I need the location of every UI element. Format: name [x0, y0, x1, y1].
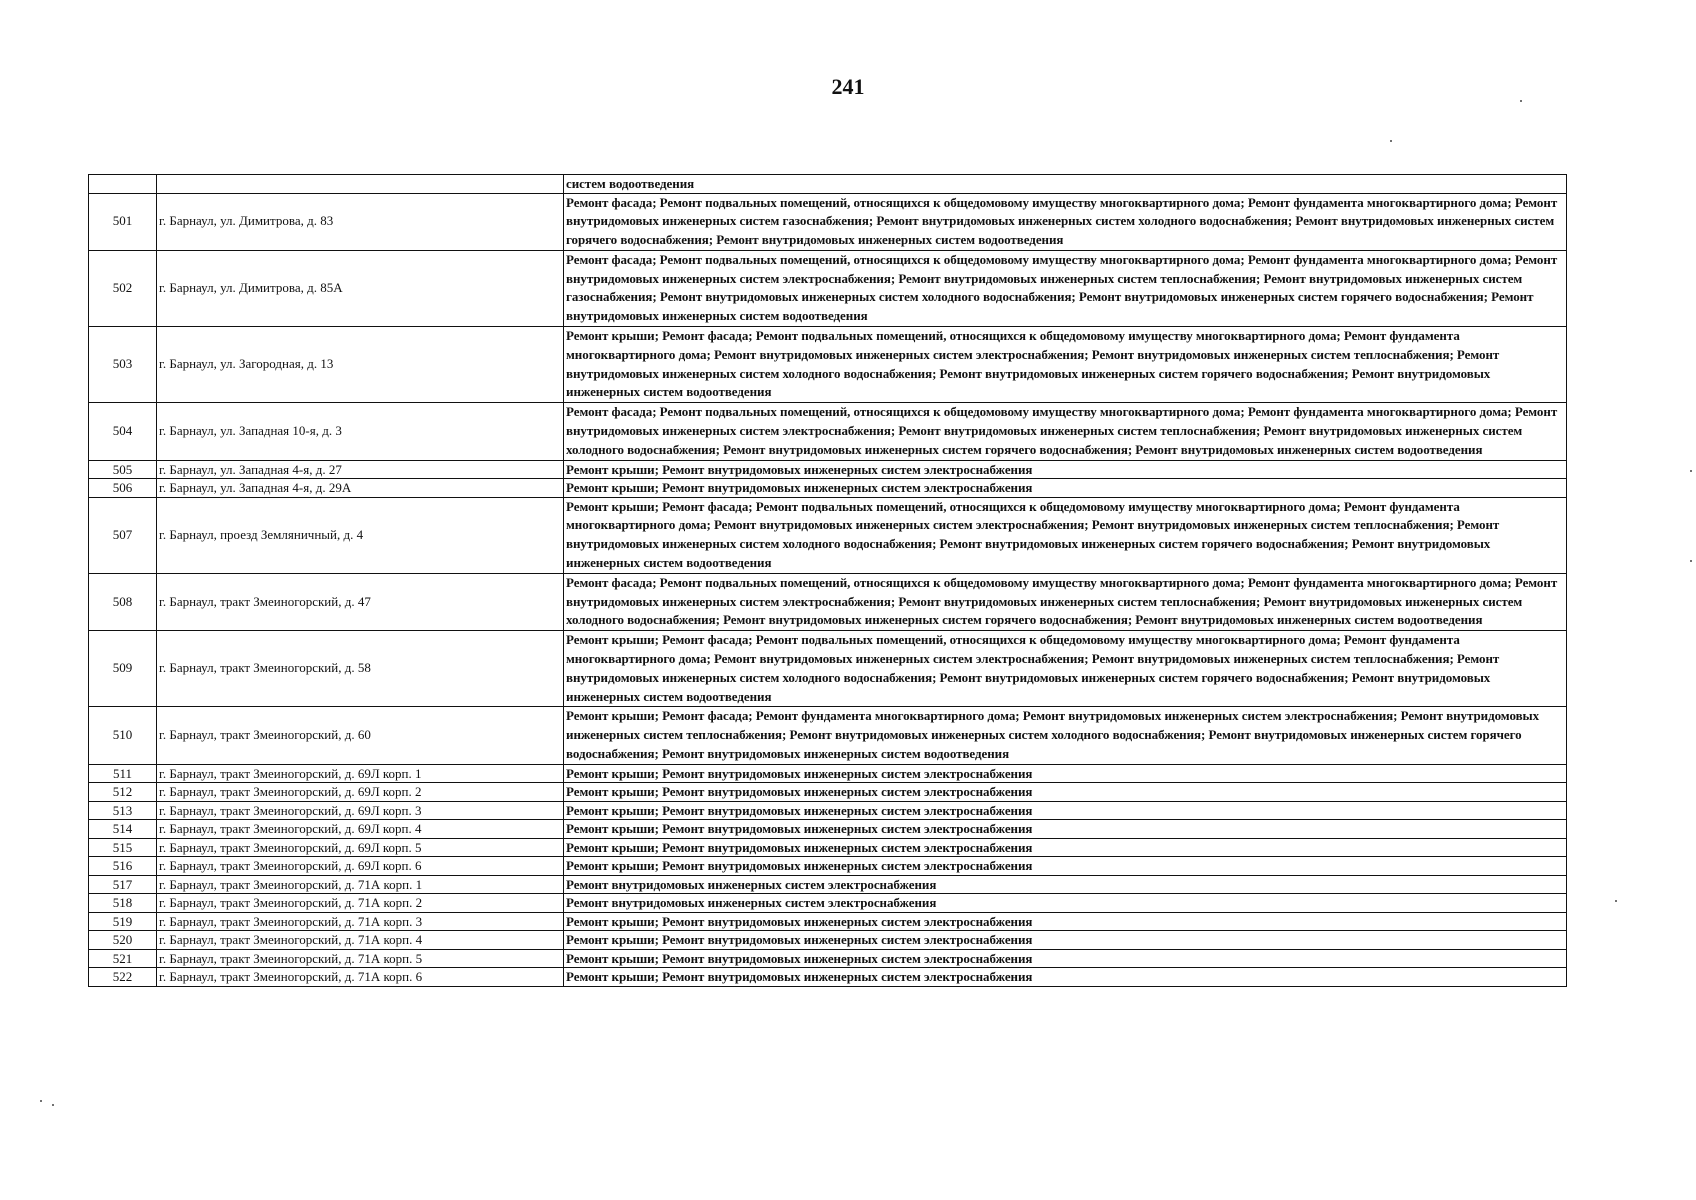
row-address: г. Барнаул, тракт Змеиногорский, д. 60 [157, 707, 564, 764]
table-row [89, 912, 1567, 931]
continuation-row [89, 175, 1567, 194]
row-works: Ремонт крыши; Ремонт внутридомовых инженерных систем электроснабжения [564, 460, 1567, 479]
row-works: Ремонт крыши; Ремонт внутридомовых инженерных систем электроснабжения [564, 857, 1567, 876]
row-address [157, 175, 564, 194]
table-row [89, 820, 1567, 839]
table-row [89, 403, 1567, 460]
row-works: Ремонт крыши; Ремонт фасада; Ремонт фундамента многоквартирного дома; Ремонт внутридомовых инженерных систем электроснабжения; Ремонт внутридомовых инженерных систем теплоснабжения; Ремонт внутридомовых инженерных систем холодного водоснабжения; Ремонт внутридомовых инженерных систем горячего водоснабжения; Ремонт внутридомовых инженерных систем водоотведения [564, 707, 1567, 764]
row-number: 505 [89, 460, 157, 479]
table-row [89, 968, 1567, 987]
scan-speck [1690, 560, 1692, 562]
table-row [89, 497, 1567, 573]
row-works: Ремонт крыши; Ремонт внутридомовых инженерных систем электроснабжения [564, 783, 1567, 802]
row-number: 519 [89, 912, 157, 931]
row-number: 508 [89, 573, 157, 630]
row-works: Ремонт крыши; Ремонт внутридомовых инженерных систем электроснабжения [564, 931, 1567, 950]
table-row [89, 479, 1567, 498]
row-address: г. Барнаул, ул. Димитрова, д. 83 [157, 193, 564, 250]
page-number: 241 [831, 74, 865, 99]
row-address: г. Барнаул, тракт Змеиногорский, д. 69Л корп. 6 [157, 857, 564, 876]
scan-speck [1690, 470, 1692, 472]
row-number: 503 [89, 327, 157, 403]
row-works: Ремонт крыши; Ремонт внутридомовых инженерных систем электроснабжения [564, 479, 1567, 498]
row-number: 514 [89, 820, 157, 839]
row-address: г. Барнаул, ул. Западная 10-я, д. 3 [157, 403, 564, 460]
table-row [89, 460, 1567, 479]
row-number: 515 [89, 838, 157, 857]
row-works: систем водоотведения [564, 175, 1567, 194]
table-row [89, 707, 1567, 764]
scan-speck [40, 1100, 42, 1102]
table-row [89, 949, 1567, 968]
table-row [89, 857, 1567, 876]
row-number: 518 [89, 894, 157, 913]
row-number: 511 [89, 764, 157, 783]
row-works: Ремонт крыши; Ремонт внутридомовых инженерных систем электроснабжения [564, 801, 1567, 820]
row-number [89, 175, 157, 194]
row-number: 502 [89, 250, 157, 326]
row-number: 513 [89, 801, 157, 820]
scan-speck [1615, 900, 1617, 902]
table-row [89, 838, 1567, 857]
row-works: Ремонт фасада; Ремонт подвальных помещений, относящихся к общедомовому имуществу многоквартирного дома; Ремонт фундамента многоквартирного дома; Ремонт внутридомовых инженерных систем газоснабжения; Ремонт внутридомовых инженерных систем холодного водоснабжения; Ремонт внутридомовых инженерных систем горячего водоснабжения; Ремонт внутридомовых инженерных систем водоотведения [564, 193, 1567, 250]
row-works: Ремонт крыши; Ремонт внутридомовых инженерных систем электроснабжения [564, 949, 1567, 968]
row-address: г. Барнаул, тракт Змеиногорский, д. 71А корп. 3 [157, 912, 564, 931]
table-row [89, 250, 1567, 326]
row-address: г. Барнаул, ул. Западная 4-я, д. 27 [157, 460, 564, 479]
row-address: г. Барнаул, ул. Западная 4-я, д. 29А [157, 479, 564, 498]
row-number: 510 [89, 707, 157, 764]
row-address: г. Барнаул, тракт Змеиногорский, д. 69Л корп. 5 [157, 838, 564, 857]
table-row [89, 801, 1567, 820]
row-works: Ремонт фасада; Ремонт подвальных помещений, относящихся к общедомовому имуществу многоквартирного дома; Ремонт фундамента многоквартирного дома; Ремонт внутридомовых инженерных систем электроснабжения; Ремонт внутридомовых инженерных систем теплоснабжения; Ремонт внутридомовых инженерных систем газоснабжения; Ремонт внутридомовых инженерных систем холодного водоснабжения; Ремонт внутридомовых инженерных систем горячего водоснабжения; Ремонт внутридомовых инженерных систем водоотведения [564, 250, 1567, 326]
row-works: Ремонт крыши; Ремонт фасада; Ремонт подвальных помещений, относящихся к общедомовому имуществу многоквартирного дома; Ремонт фундамента многоквартирного дома; Ремонт внутридомовых инженерных систем электроснабжения; Ремонт внутридомовых инженерных систем теплоснабжения; Ремонт внутридомовых инженерных систем холодного водоснабжения; Ремонт внутридомовых инженерных систем горячего водоснабжения; Ремонт внутридомовых инженерных систем водоотведения [564, 631, 1567, 707]
row-address: г. Барнаул, тракт Змеиногорский, д. 69Л корп. 3 [157, 801, 564, 820]
row-works: Ремонт крыши; Ремонт внутридомовых инженерных систем электроснабжения [564, 820, 1567, 839]
scan-speck [52, 1104, 54, 1106]
table-row [89, 875, 1567, 894]
row-works: Ремонт крыши; Ремонт внутридомовых инженерных систем электроснабжения [564, 838, 1567, 857]
scan-speck [1520, 100, 1522, 102]
row-number: 501 [89, 193, 157, 250]
row-address: г. Барнаул, ул. Димитрова, д. 85А [157, 250, 564, 326]
row-address: г. Барнаул, тракт Змеиногорский, д. 71А корп. 1 [157, 875, 564, 894]
row-number: 520 [89, 931, 157, 950]
scan-speck [1390, 140, 1392, 142]
table-row [89, 894, 1567, 913]
row-number: 521 [89, 949, 157, 968]
table-row [89, 931, 1567, 950]
row-works: Ремонт крыши; Ремонт фасада; Ремонт подвальных помещений, относящихся к общедомовому имуществу многоквартирного дома; Ремонт фундамента многоквартирного дома; Ремонт внутридомовых инженерных систем электроснабжения; Ремонт внутридомовых инженерных систем теплоснабжения; Ремонт внутридомовых инженерных систем холодного водоснабжения; Ремонт внутридомовых инженерных систем горячего водоснабжения; Ремонт внутридомовых инженерных систем водоотведения [564, 497, 1567, 573]
row-works: Ремонт фасада; Ремонт подвальных помещений, относящихся к общедомовому имуществу многоквартирного дома; Ремонт фундамента многоквартирного дома; Ремонт внутридомовых инженерных систем электроснабжения; Ремонт внутридомовых инженерных систем теплоснабжения; Ремонт внутридомовых инженерных систем холодного водоснабжения; Ремонт внутридомовых инженерных систем горячего водоснабжения; Ремонт внутридомовых инженерных систем водоотведения [564, 573, 1567, 630]
table-row [89, 631, 1567, 707]
row-number: 507 [89, 497, 157, 573]
row-works: Ремонт крыши; Ремонт внутридомовых инженерных систем электроснабжения [564, 912, 1567, 931]
table-row [89, 783, 1567, 802]
row-address: г. Барнаул, тракт Змеиногорский, д. 69Л корп. 1 [157, 764, 564, 783]
row-address: г. Барнаул, ул. Загородная, д. 13 [157, 327, 564, 403]
row-address: г. Барнаул, тракт Змеиногорский, д. 71А корп. 2 [157, 894, 564, 913]
row-address: г. Барнаул, тракт Змеиногорский, д. 71А корп. 6 [157, 968, 564, 987]
row-number: 517 [89, 875, 157, 894]
table-row [89, 193, 1567, 250]
row-works: Ремонт крыши; Ремонт фасада; Ремонт подвальных помещений, относящихся к общедомовому имуществу многоквартирного дома; Ремонт фундамента многоквартирного дома; Ремонт внутридомовых инженерных систем электроснабжения; Ремонт внутридомовых инженерных систем теплоснабжения; Ремонт внутридомовых инженерных систем холодного водоснабжения; Ремонт внутридомовых инженерных систем горячего водоснабжения; Ремонт внутридомовых инженерных систем водоотведения [564, 327, 1567, 403]
row-address: г. Барнаул, тракт Змеиногорский, д. 69Л корп. 2 [157, 783, 564, 802]
row-number: 516 [89, 857, 157, 876]
row-works: Ремонт фасада; Ремонт подвальных помещений, относящихся к общедомовому имуществу многоквартирного дома; Ремонт фундамента многоквартирного дома; Ремонт внутридомовых инженерных систем электроснабжения; Ремонт внутридомовых инженерных систем теплоснабжения; Ремонт внутридомовых инженерных систем холодного водоснабжения; Ремонт внутридомовых инженерных систем горячего водоснабжения; Ремонт внутридомовых инженерных систем водоотведения [564, 403, 1567, 460]
row-works: Ремонт внутридомовых инженерных систем электроснабжения [564, 894, 1567, 913]
row-address: г. Барнаул, тракт Змеиногорский, д. 47 [157, 573, 564, 630]
row-address: г. Барнаул, тракт Змеиногорский, д. 71А корп. 4 [157, 931, 564, 950]
row-number: 512 [89, 783, 157, 802]
repair-registry-table [88, 174, 1567, 987]
registry-body [89, 175, 1567, 987]
row-number: 506 [89, 479, 157, 498]
row-works: Ремонт крыши; Ремонт внутридомовых инженерных систем электроснабжения [564, 968, 1567, 987]
row-works: Ремонт внутридомовых инженерных систем электроснабжения [564, 875, 1567, 894]
row-address: г. Барнаул, тракт Змеиногорский, д. 58 [157, 631, 564, 707]
row-works: Ремонт крыши; Ремонт внутридомовых инженерных систем электроснабжения [564, 764, 1567, 783]
table-row [89, 764, 1567, 783]
row-number: 504 [89, 403, 157, 460]
row-address: г. Барнаул, тракт Змеиногорский, д. 69Л корп. 4 [157, 820, 564, 839]
row-address: г. Барнаул, проезд Земляничный, д. 4 [157, 497, 564, 573]
table-row [89, 327, 1567, 403]
row-number: 522 [89, 968, 157, 987]
row-address: г. Барнаул, тракт Змеиногорский, д. 71А корп. 5 [157, 949, 564, 968]
row-number: 509 [89, 631, 157, 707]
table-row [89, 573, 1567, 630]
